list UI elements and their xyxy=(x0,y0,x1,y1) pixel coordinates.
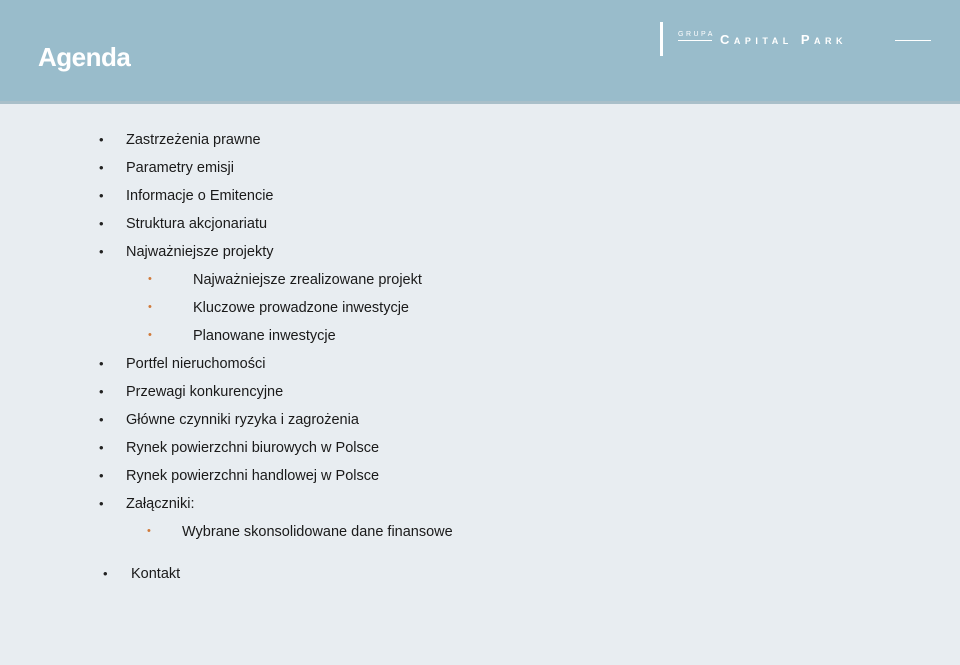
sub-bullet-icon: • xyxy=(147,525,151,537)
agenda-item-label: Kontakt xyxy=(131,566,181,582)
agenda-item xyxy=(99,132,261,148)
bullet-icon: • xyxy=(103,566,108,581)
bullet-icon: • xyxy=(99,440,104,455)
agenda-item-label: Rynek powierzchni handlowej w Polsce xyxy=(126,468,380,484)
agenda-item-label: Struktura akcjonariatu xyxy=(126,216,268,232)
page-title: Agenda xyxy=(38,42,131,72)
logo-name: Capital Park xyxy=(720,32,847,47)
sub-bullet-icon: • xyxy=(148,273,152,285)
agenda-item-label: Rynek powierzchni biurowych w Polsce xyxy=(126,440,380,456)
bullet-icon: • xyxy=(99,356,104,371)
bullet-icon: • xyxy=(99,188,104,203)
agenda-item xyxy=(99,188,274,204)
agenda-item-label: Informacje o Emitencie xyxy=(126,188,274,204)
bullet-icon: • xyxy=(99,468,104,483)
agenda-subitem xyxy=(147,524,453,540)
bullet-icon: • xyxy=(99,244,104,259)
agenda-item xyxy=(99,384,284,400)
agenda-subitem-label: Kluczowe prowadzone inwestycje xyxy=(193,300,409,316)
header-divider xyxy=(0,101,960,104)
agenda-item-label: Najważniejsze projekty xyxy=(126,244,274,260)
sub-bullet-icon: • xyxy=(148,301,152,313)
bullet-icon: • xyxy=(99,412,104,427)
agenda-item xyxy=(99,412,359,428)
agenda-item xyxy=(99,496,195,512)
agenda-subitem-label: Wybrane skonsolidowane dane finansowe xyxy=(182,524,453,540)
bullet-icon: • xyxy=(99,384,104,399)
agenda-subitem-label: Najważniejsze zrealizowane projekt xyxy=(193,272,422,288)
slide-header xyxy=(0,0,960,101)
agenda-item xyxy=(99,468,380,484)
agenda-subitem xyxy=(148,328,336,344)
agenda-item xyxy=(99,244,274,260)
agenda-item-label: Portfel nieruchomości xyxy=(126,356,266,372)
agenda-item-label: Zastrzeżenia prawne xyxy=(126,132,261,148)
agenda-item xyxy=(103,566,181,582)
bullet-icon: • xyxy=(99,160,104,175)
agenda-item xyxy=(99,160,234,176)
agenda-subitem-label: Planowane inwestycje xyxy=(193,328,336,344)
agenda-item xyxy=(99,356,266,372)
agenda-item xyxy=(99,440,380,456)
agenda-item-label: Główne czynniki ryzyka i zagrożenia xyxy=(126,412,359,428)
logo-bar-icon xyxy=(660,22,663,56)
logo-group-underline xyxy=(678,40,712,41)
agenda-item-label: Parametry emisji xyxy=(126,160,234,176)
agenda-item xyxy=(99,216,268,232)
sub-bullet-icon: • xyxy=(148,329,152,341)
bullet-icon: • xyxy=(99,496,104,511)
bullet-icon: • xyxy=(99,216,104,231)
agenda-item-label: Załączniki: xyxy=(126,496,195,512)
logo-group-label: GRUPA xyxy=(678,31,715,38)
logo-tail-line xyxy=(895,40,931,41)
agenda-item-label: Przewagi konkurencyjne xyxy=(126,384,284,400)
bullet-icon: • xyxy=(99,132,104,147)
agenda-subitem xyxy=(148,272,422,288)
agenda-subitem xyxy=(148,300,409,316)
